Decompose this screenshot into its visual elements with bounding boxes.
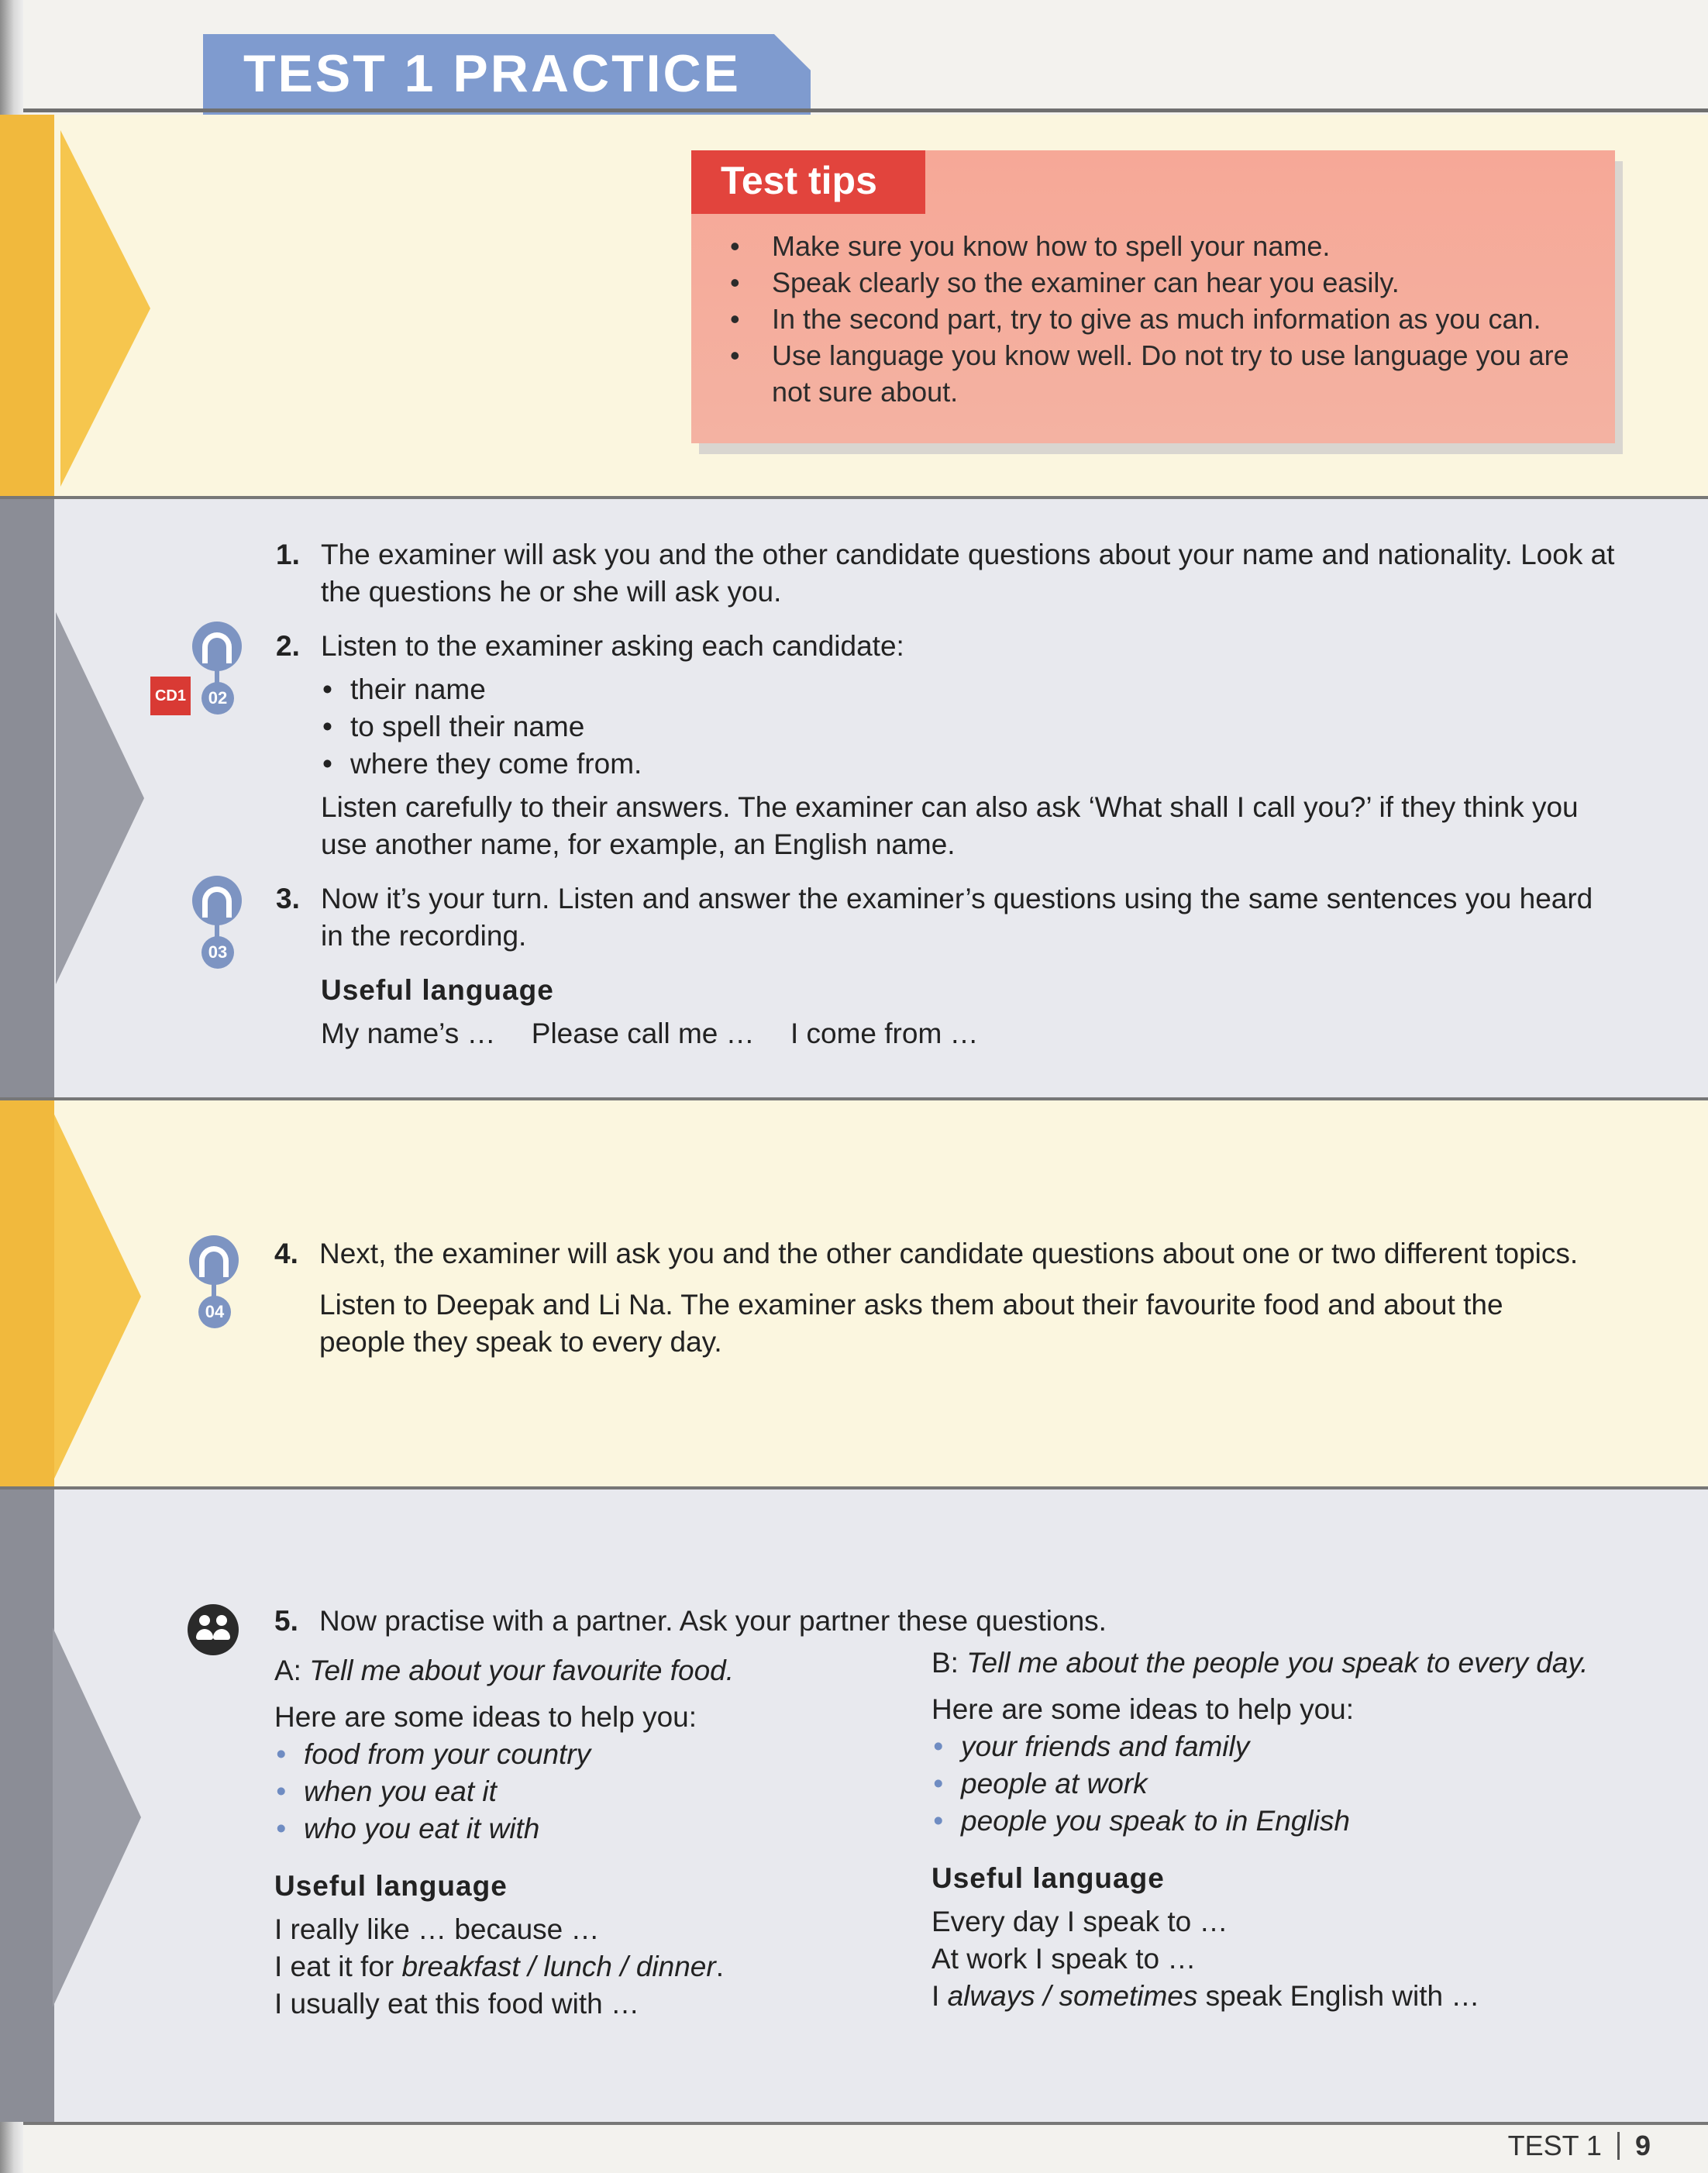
useful-line [931,1978,1613,2015]
partner-question: Tell me about the people you speak to every day. [966,1647,1589,1679]
ideas-intro: Here are some ideas to help you: [274,1701,697,1733]
band-strip [0,1100,54,1488]
tip-item: • Speak clearly so the examiner can hear you easily. [730,264,1593,301]
phrase: My name’s … [321,1018,496,1049]
cd-badge: CD1 [150,677,191,715]
band-strip [0,499,54,1099]
question-bullets [321,671,1623,783]
pair-body [196,1629,213,1640]
question-4 [274,1235,1637,1361]
track-number: 04 [198,1296,231,1328]
useful-phrases [321,1015,1623,1052]
tips-heading-text: Test tips [721,159,877,202]
question-text: Now it’s your turn. Listen and answer the examiner’s questions using the same sentences you heard in the recording. [321,883,1593,952]
tip-item: • Make sure you know how to spell your name. [730,228,1593,264]
partner-b-column [931,1644,1613,2015]
phrase: Please call me … [531,1018,755,1049]
idea-item: • when you eat it [274,1773,894,1810]
pair-head [216,1615,227,1626]
tip-item: • In the second part, try to give as much information as you can. [730,301,1593,337]
partner-label: B: [931,1647,959,1679]
text: I [931,1980,948,2012]
useful-line: I really like … because … [274,1913,600,1945]
partner-a-question [274,1652,894,1689]
idea-item: • people you speak to in English [931,1803,1613,1840]
useful-line: I usually eat this food with … [274,1988,639,2020]
partner-a-column [274,1652,894,2023]
question-number: 3. [276,883,300,914]
useful-line [274,1948,894,1985]
pair-head [199,1615,210,1626]
idea-item: • food from your country [274,1736,894,1773]
useful-line: At work I speak to … [931,1943,1197,1975]
question-5 [274,1603,1637,1640]
partner-b-question [931,1644,1613,1682]
bullet-item: • their name [321,671,1623,708]
question-number: 1. [276,539,300,570]
idea-item: • who you eat it with [274,1810,894,1848]
ideas-intro: Here are some ideas to help you: [931,1693,1355,1725]
question-number: 5. [274,1605,298,1637]
headphones-icon-shape [189,1235,239,1285]
question-text: The examiner will ask you and the other candidate questions about your name and nationality. Look at the questions he or she will ask you. [321,539,1615,608]
useful-line: Every day I speak to … [931,1906,1228,1937]
question-text-2: Listen to Deepak and Li Na. The examiner asks them about their favourite food and about the people they speak to every day. [319,1289,1503,1358]
ideas-list [931,1728,1613,1840]
partner-label: A: [274,1655,301,1686]
partner-question: Tell me about your favourite food. [309,1655,735,1686]
text: . [715,1951,724,1982]
footer-rule [23,2122,1708,2125]
text: I eat it for [274,1951,402,1982]
question-text: Next, the examiner will ask you and the other candidate questions about one or two different topics. [319,1238,1579,1269]
question-text: Now practise with a partner. Ask your partner these questions. [319,1605,1107,1637]
band-strip [0,1489,54,2122]
ideas-list [274,1736,894,1848]
question-outro: Listen carefully to their answers. The examiner can also ask ‘What shall I call you?’ if they think you use another name, for example, an English name. [321,791,1579,860]
page-footer [1508,2130,1651,2162]
track-number: 03 [201,936,234,969]
question-3 [276,880,1623,1052]
question-intro: Listen to the examiner asking each candidate: [321,630,904,662]
useful-language-heading: Useful language [321,974,554,1006]
question-1 [276,536,1623,611]
tips-list [730,228,1593,410]
page-number: 9 [1634,2130,1651,2161]
question-number: 2. [276,630,300,662]
tip-item: • Use language you know well. Do not try to use language you are not sure about. [730,337,1593,410]
question-number: 4. [274,1238,298,1269]
text: speak English with … [1197,1980,1480,2012]
bullet-item: • where they come from. [321,746,1623,783]
text: always / sometimes [947,1980,1198,2012]
footer-divider [1617,2132,1620,2160]
useful-language-heading: Useful language [274,1870,508,1902]
question-2 [276,628,1623,863]
phrase: I come from … [790,1018,979,1049]
pair-body [213,1629,230,1640]
text: breakfast / lunch / dinner [401,1951,716,1982]
idea-item: • your friends and family [931,1728,1613,1765]
idea-item: • people at work [931,1765,1613,1803]
headphones-icon-shape [192,622,242,671]
bullet-item: • to spell their name [321,708,1623,746]
pair-work-icon [188,1604,239,1655]
test-tips-heading [691,150,925,214]
useful-language-heading: Useful language [931,1862,1165,1894]
track-number: 02 [201,682,234,715]
band-strip [0,115,54,498]
title-rule [23,108,1708,112]
footer-label: TEST 1 [1507,2130,1602,2161]
page-title: TEST 1 PRACTICE [243,44,741,103]
test-tips-box [691,150,1615,443]
headphones-icon-shape [192,876,242,925]
